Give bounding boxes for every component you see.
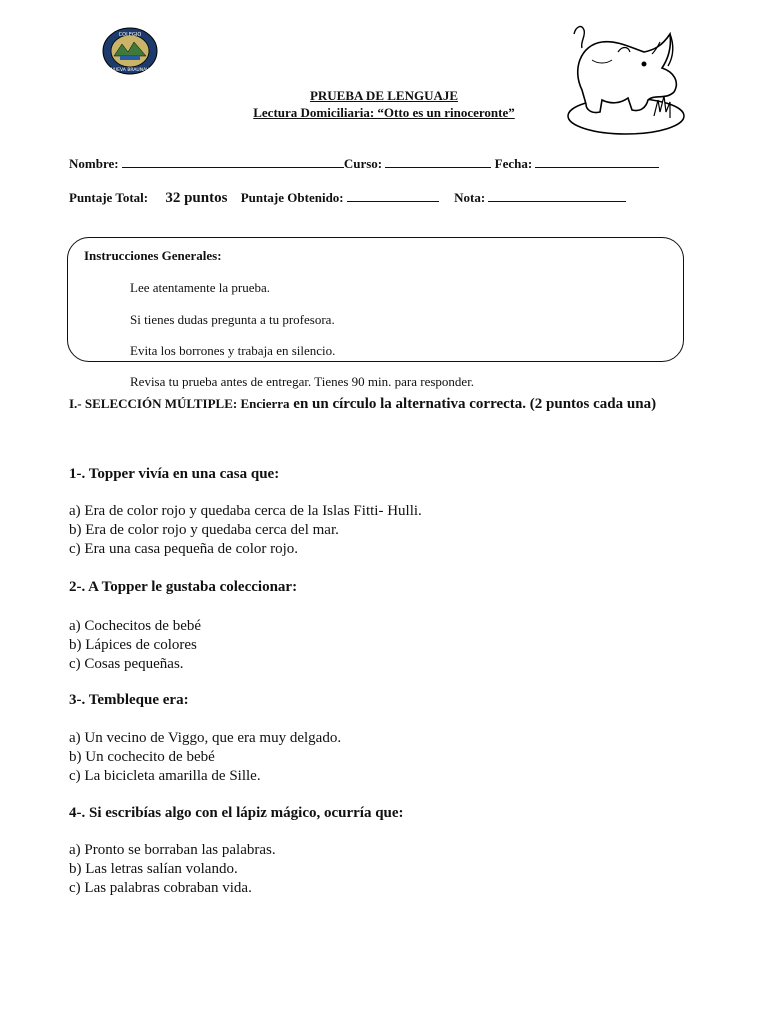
option-c[interactable]: c) La bicicleta amarilla de Sille.	[69, 768, 261, 784]
test-title: PRUEBA DE LENGUAJE	[309, 88, 459, 103]
score-row	[69, 190, 626, 207]
option-b[interactable]: b) Era de color rojo y quedaba cerca del mar.	[69, 522, 339, 538]
question-1-options	[69, 502, 422, 559]
puntaje-obtenido-field[interactable]	[347, 190, 439, 202]
option-a[interactable]: a) Pronto se borraban las palabras.	[69, 842, 276, 858]
question-3-options	[69, 729, 341, 786]
section-prefix: I.- SELECCIÓN MÚLTIPLE: Encierra	[69, 396, 290, 411]
question-4-options	[69, 841, 276, 898]
svg-text:NUEVA BRAUNAU: NUEVA BRAUNAU	[110, 68, 150, 73]
section-instruction: en un círculo la alternativa correcta. (2 puntos cada una)	[289, 396, 657, 412]
curso-field[interactable]	[385, 156, 491, 168]
instruction-item: Revisa tu prueba antes de entregar. Tienes 90 min. para responder.	[130, 374, 475, 389]
student-info-row	[69, 156, 659, 172]
puntaje-obtenido-label: Puntaje Obtenido:	[240, 190, 344, 205]
option-c[interactable]: c) Las palabras cobraban vida.	[69, 880, 252, 896]
question-3: 3-. Tembleque era:	[69, 692, 189, 708]
nota-label: Nota:	[454, 190, 486, 205]
question-4: 4-. Si escribías algo con el lápiz mágico, ocurría que:	[69, 805, 404, 821]
instruction-item: Evita los borrones y trabaja en silencio.	[130, 343, 336, 358]
option-a[interactable]: a) Era de color rojo y quedaba cerca de la Islas Fitti- Hulli.	[69, 503, 422, 519]
logo-ring-text: COLEGIO	[118, 32, 142, 38]
instruction-item: Si tienes dudas pregunta a tu profesora.	[130, 312, 335, 327]
option-b[interactable]: b) Las letras salían volando.	[69, 861, 238, 877]
nombre-field[interactable]	[122, 156, 344, 168]
nombre-label: Nombre:	[69, 156, 119, 171]
page-title	[0, 88, 768, 121]
section-heading	[69, 394, 709, 414]
school-logo	[100, 26, 160, 76]
option-c[interactable]: c) Cosas pequeñas.	[69, 656, 184, 672]
fecha-label: Fecha:	[494, 156, 533, 171]
test-subtitle: Lectura Domiciliaria: “Otto es un rinoceronte”	[253, 105, 515, 120]
question-1: 1-. Topper vivía en una casa que:	[69, 466, 280, 482]
fecha-field[interactable]	[535, 156, 659, 168]
instructions-title: Instrucciones Generales:	[84, 248, 222, 263]
nota-field[interactable]	[488, 190, 626, 202]
instruction-item: Lee atentamente la prueba.	[130, 280, 271, 295]
puntaje-total-value: 32 puntos	[165, 190, 228, 206]
question-2: 2-. A Topper le gustaba coleccionar:	[69, 579, 298, 595]
puntaje-total-label: Puntaje Total:	[69, 190, 149, 205]
option-a[interactable]: a) Cochecitos de bebé	[69, 618, 202, 634]
option-c[interactable]: c) Era una casa pequeña de color rojo.	[69, 541, 299, 557]
question-2-options	[69, 617, 201, 674]
option-b[interactable]: b) Un cochecito de bebé	[69, 749, 215, 765]
option-a[interactable]: a) Un vecino de Viggo, que era muy delgado.	[69, 730, 342, 746]
option-b[interactable]: b) Lápices de colores	[69, 637, 197, 653]
curso-label: Curso:	[343, 156, 383, 171]
